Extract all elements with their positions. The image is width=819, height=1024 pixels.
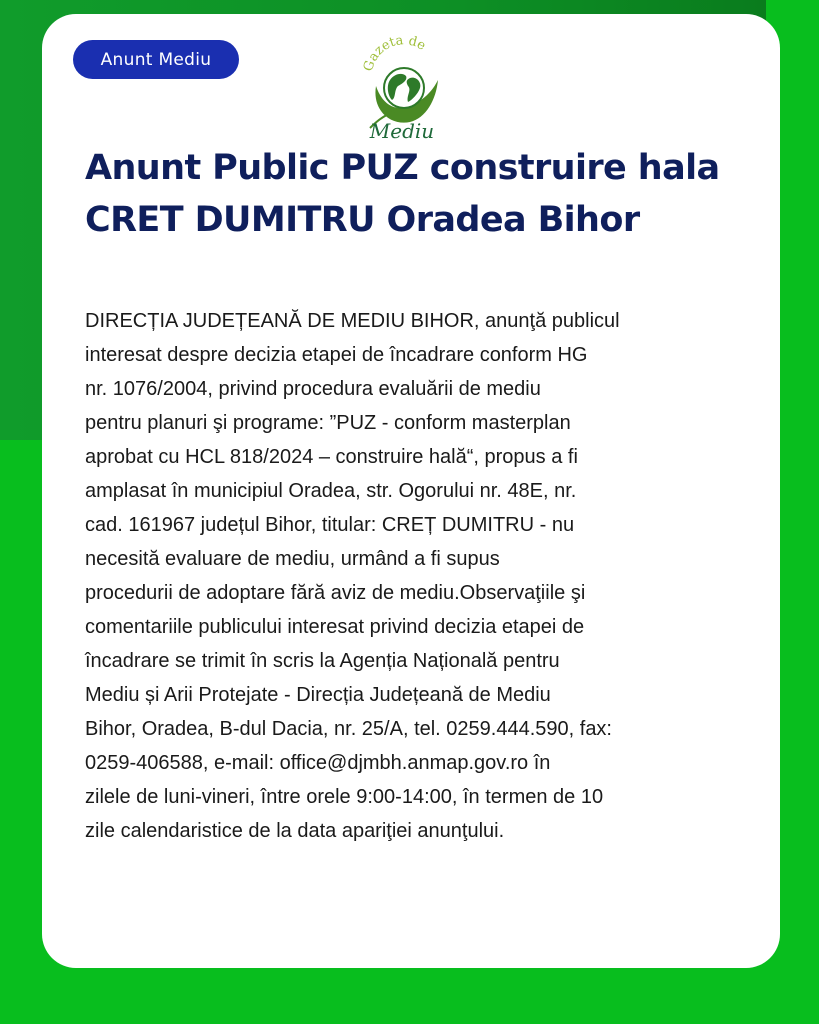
globe-leaf-icon xyxy=(342,30,462,142)
title-line: Anunt Public PUZ construire hala xyxy=(85,148,720,188)
body-line: pentru planuri şi programe: ”PUZ - conform masterplan xyxy=(85,412,571,434)
title-line: CRET DUMITRU Oradea Bihor xyxy=(85,200,640,240)
category-badge[interactable] xyxy=(73,40,239,79)
body-line: nr. 1076/2004, privind procedura evaluării de mediu xyxy=(85,378,541,400)
announcement-card xyxy=(42,14,780,968)
body-line: amplasat în municipiul Oradea, str. Ogorului nr. 48E, nr. xyxy=(85,480,577,502)
announcement-body xyxy=(85,304,765,848)
category-badge-label: Anunt Mediu xyxy=(100,49,212,70)
body-line: comentariile publicului interesat privind decizia etapei de xyxy=(85,616,585,638)
body-line: zilele de luni-vineri, între orele 9:00-14:00, în termen de 10 xyxy=(85,786,604,808)
body-line: DIRECȚIA JUDEȚEANĂ DE MEDIU BIHOR, anunţă publicul xyxy=(85,310,620,332)
logo xyxy=(342,30,462,142)
body-line: Mediu și Arii Protejate - Direcția Județeană de Mediu xyxy=(85,684,551,706)
body-line: încadrare se trimit în scris la Agenția Națională pentru xyxy=(85,650,560,672)
body-line: procedurii de adoptare fără aviz de mediu.Observaţiile şi xyxy=(85,582,586,604)
body-line: necesită evaluare de mediu, urmând a fi supus xyxy=(85,548,500,570)
page-title xyxy=(85,142,765,246)
svg-text:Mediu: Mediu xyxy=(369,119,435,142)
body-line: interesat despre decizia etapei de încadrare conform HG xyxy=(85,344,588,366)
body-line: aprobat cu HCL 818/2024 – construire hală“, propus a fi xyxy=(85,446,578,468)
body-line: zile calendaristice de la data apariţiei anunţului. xyxy=(85,820,505,842)
body-line: Bihor, Oradea, B-dul Dacia, nr. 25/A, tel. 0259.444.590, fax: xyxy=(85,718,612,740)
body-line: 0259-406588, e-mail: office@djmbh.anmap.gov.ro în xyxy=(85,752,551,774)
svg-text:Gazeta de: Gazeta de xyxy=(361,33,429,74)
body-line: cad. 161967 județul Bihor, titular: CREȚ DUMITRU - nu xyxy=(85,514,575,536)
